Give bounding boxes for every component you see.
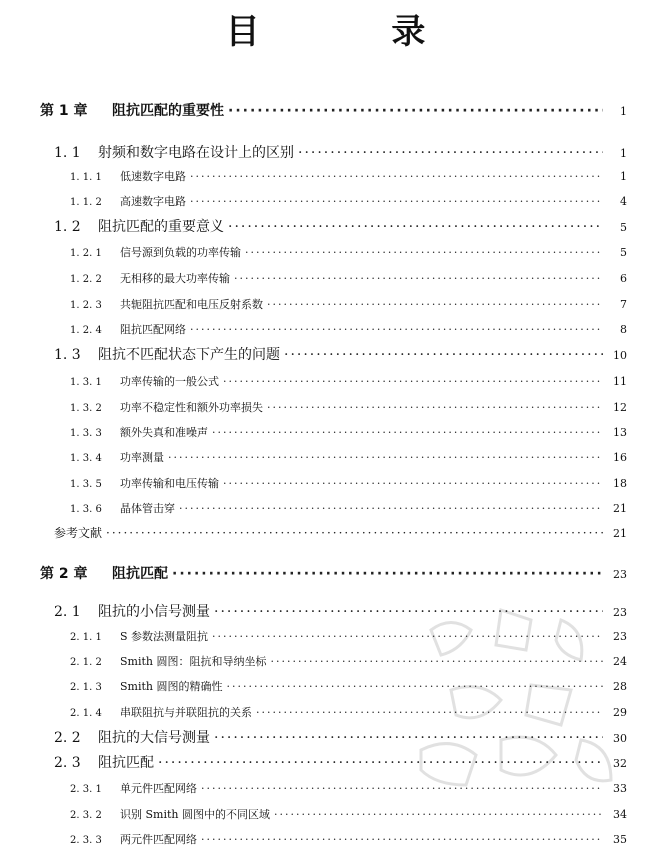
toc-subsection[interactable] [70, 806, 651, 822]
toc-subsection[interactable] [70, 270, 651, 286]
entry-page: 10 [613, 349, 627, 362]
entry-number: 1. 3 [54, 347, 81, 363]
entry-number: 1. 3. 1 [70, 377, 102, 388]
entry-title: 无相移的最大功率传输 [120, 272, 230, 285]
dot-leader [190, 195, 603, 208]
dot-leader [214, 604, 603, 620]
entry-page: 7 [620, 298, 627, 311]
toc-section-1-2[interactable] [54, 216, 651, 236]
entry-number: 1. 1. 2 [70, 197, 102, 208]
entry-page: 18 [613, 477, 627, 490]
entry-page: 23 [613, 606, 627, 619]
toc-section-2-2[interactable] [54, 727, 651, 747]
entry-page: 24 [613, 655, 627, 668]
toc-subsection[interactable] [70, 296, 651, 312]
dot-leader [223, 375, 603, 388]
toc-subsection[interactable] [70, 475, 651, 491]
toc-subsection[interactable] [70, 500, 651, 516]
entry-number: 2. 3 [54, 755, 81, 771]
entry-title: 识别 Smith 圆图中的不同区域 [120, 808, 270, 821]
entry-title: 额外失真和准噪声 [120, 426, 208, 439]
dot-leader [190, 323, 603, 336]
entry-title: 晶体管击穿 [120, 502, 175, 515]
dot-leader [201, 833, 603, 846]
entry-page: 4 [620, 195, 627, 208]
entry-title: 功率传输和电压传输 [120, 477, 219, 490]
dot-leader [223, 477, 603, 490]
dot-leader [267, 401, 603, 414]
entry-number: 第 2 章 [40, 566, 88, 582]
page-title: 目 录 [225, 12, 486, 52]
entry-page: 12 [613, 401, 627, 414]
toc-subsection[interactable] [70, 653, 651, 669]
toc-subsection[interactable] [70, 373, 651, 389]
entry-number: 2. 1. 1 [70, 632, 102, 643]
entry-number: 2. 2 [54, 730, 81, 746]
toc-subsection[interactable] [70, 704, 651, 720]
entry-number: 1. 1. 1 [70, 172, 102, 183]
entry-title: 阻抗匹配 [112, 566, 168, 582]
entry-number: 第 1 章 [40, 103, 88, 119]
dot-leader [106, 526, 603, 540]
toc-subsection[interactable] [70, 628, 651, 644]
entry-title: 单元件匹配网络 [120, 782, 197, 795]
dot-leader [298, 145, 603, 161]
entry-page: 23 [613, 630, 627, 643]
entry-page: 29 [613, 706, 627, 719]
entry-title: Smith 圆图的精确性 [120, 680, 223, 693]
toc-references[interactable] [54, 524, 651, 541]
dot-leader [168, 451, 603, 464]
entry-title: 阻抗匹配的重要性 [112, 103, 224, 119]
dot-leader [267, 298, 603, 311]
entry-page: 32 [613, 757, 627, 770]
entry-title: 阻抗的小信号测量 [98, 604, 210, 620]
entry-page: 1 [620, 170, 627, 183]
entry-page: 13 [613, 426, 627, 439]
dot-leader [201, 782, 603, 795]
entry-title: 阻抗匹配的重要意义 [98, 219, 224, 235]
entry-number: 1. 2. 3 [70, 300, 102, 311]
entry-title: 功率不稳定性和额外功率损失 [120, 401, 263, 414]
toc-section-1-3[interactable] [54, 344, 651, 364]
entry-title: S 参数法测量阻抗 [120, 630, 209, 643]
entry-page: 16 [613, 451, 627, 464]
dot-leader [227, 680, 604, 693]
entry-title: 参考文献 [54, 526, 103, 540]
entry-page: 23 [613, 568, 627, 581]
toc-subsection[interactable] [70, 244, 651, 260]
dot-leader [212, 426, 603, 439]
entry-title: 阻抗不匹配状态下产生的问题 [98, 347, 280, 363]
toc-chapter-2[interactable] [40, 563, 651, 583]
entry-number: 1. 1 [54, 145, 81, 161]
dot-leader [212, 630, 603, 643]
entry-page: 1 [620, 147, 627, 160]
toc-subsection[interactable] [70, 399, 651, 415]
entry-number: 1. 3. 3 [70, 428, 102, 439]
entry-title: 信号源到负载的功率传输 [120, 246, 241, 259]
dot-leader [271, 655, 604, 668]
entry-number: 2. 1. 2 [70, 657, 102, 668]
entry-number: 2. 3. 3 [70, 835, 102, 846]
entry-page: 28 [613, 680, 627, 693]
entry-page: 11 [613, 375, 627, 388]
toc-section-2-1[interactable] [54, 601, 651, 621]
entry-title: Smith 圆图：阻抗和导纳坐标 [120, 655, 267, 668]
entry-page: 1 [620, 105, 627, 118]
entry-title: 射频和数字电路在设计上的区别 [98, 145, 294, 161]
entry-number: 2. 3. 1 [70, 784, 102, 795]
dot-leader [234, 272, 603, 285]
dot-leader [190, 170, 603, 183]
toc-subsection[interactable] [70, 831, 651, 847]
dot-leader [228, 219, 603, 235]
toc-subsection[interactable] [70, 678, 651, 694]
toc-subsection[interactable] [70, 424, 651, 440]
entry-page: 35 [613, 833, 627, 846]
dot-leader [172, 566, 603, 582]
entry-number: 1. 2. 4 [70, 325, 102, 336]
entry-number: 1. 2. 2 [70, 274, 102, 285]
entry-title: 两元件匹配网络 [120, 833, 197, 846]
dot-leader [274, 808, 603, 821]
entry-page: 21 [613, 527, 627, 540]
toc-subsection[interactable] [70, 168, 651, 184]
toc-section-2-3[interactable] [54, 752, 651, 772]
entry-number: 2. 3. 2 [70, 810, 102, 821]
dot-leader [179, 502, 603, 515]
entry-title: 阻抗的大信号测量 [98, 730, 210, 746]
entry-number: 1. 3. 6 [70, 504, 102, 515]
entry-number: 2. 1. 4 [70, 708, 102, 719]
entry-page: 6 [620, 272, 627, 285]
entry-title: 阻抗匹配 [98, 755, 154, 771]
dot-leader [256, 706, 603, 719]
toc-chapter-1[interactable] [40, 100, 651, 120]
entry-title: 功率传输的一般公式 [120, 375, 219, 388]
entry-page: 5 [620, 221, 627, 234]
dot-leader [245, 246, 603, 259]
entry-title: 低速数字电路 [120, 170, 186, 183]
entry-number: 1. 3. 4 [70, 453, 102, 464]
dot-leader [158, 755, 603, 771]
entry-page: 33 [613, 782, 627, 795]
entry-title: 阻抗匹配网络 [120, 323, 186, 336]
dot-leader [214, 730, 603, 746]
entry-page: 5 [620, 246, 627, 259]
entry-page: 30 [613, 732, 627, 745]
toc-subsection[interactable] [70, 449, 651, 465]
toc-subsection[interactable] [70, 193, 651, 209]
toc-subsection[interactable] [70, 321, 651, 337]
entry-number: 1. 3. 5 [70, 479, 102, 490]
dot-leader [228, 103, 603, 119]
entry-number: 2. 1. 3 [70, 682, 102, 693]
entry-page: 34 [613, 808, 627, 821]
entry-title: 共轭阻抗匹配和电压反射系数 [120, 298, 263, 311]
dot-leader [284, 347, 603, 363]
toc-section-1-1[interactable] [54, 142, 651, 162]
entry-number: 1. 3. 2 [70, 403, 102, 414]
entry-page: 8 [620, 323, 627, 336]
toc-subsection[interactable] [70, 780, 651, 796]
entry-number: 2. 1 [54, 604, 81, 620]
entry-title: 高速数字电路 [120, 195, 186, 208]
entry-title: 串联阻抗与并联阻抗的关系 [120, 706, 252, 719]
entry-number: 1. 2. 1 [70, 248, 102, 259]
entry-page: 21 [613, 502, 627, 515]
entry-number: 1. 2 [54, 219, 81, 235]
entry-title: 功率测量 [120, 451, 164, 464]
